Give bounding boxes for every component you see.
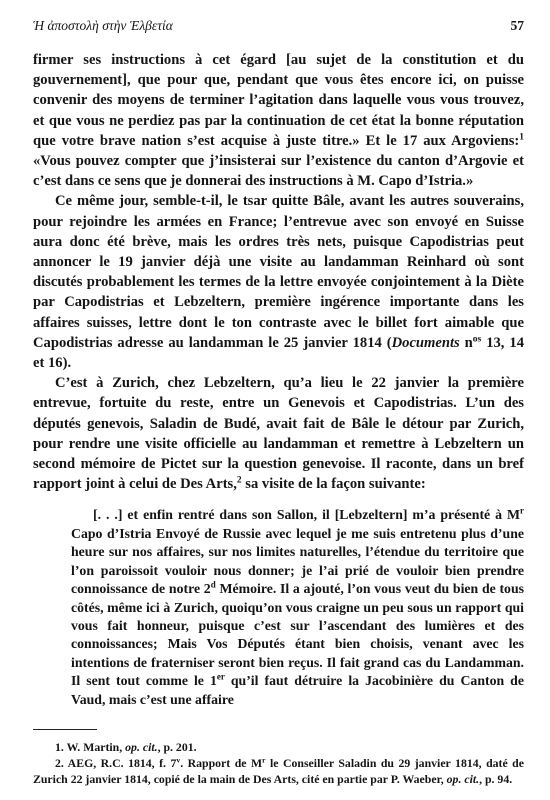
quote-text-c: Mémoire. Il a ajouté, l’on vous veut du bien de tous côtés, même ici à Zurich, quoiqu’on vous craigne un peu sous un rapport qui vous fait honneur, puisque c’est sur l’ascendant des lumières et des connoissances; Mais Vos Députés étant bien choisis, venant avec les intentions de fraterniser seront bien reçus. Il fait grand cas du Landamman. Il sent tout comme le 1 xyxy=(71,581,525,689)
footnote-ref-2[interactable]: 2 xyxy=(236,475,242,486)
superscript-os: os xyxy=(472,334,482,345)
paragraph-2-text-a: Ce même jour, semble-t-il, le tsar quitte Bâle, avant les autres souverains, pour rejoindre les armées en France; l’entrevue avec son envoyé en Suisse aura donc été brève, mais les ordres très nets, puisque Capodistrias peut annoncer le 19 janvier déjà une visite au landamman Reinhard où sont discutés probablement les termes de la lettre envoyée conjointement à la Diète par Capodistrias et Lebzeltern, première ingérence importante dans les affaires suisses, lettre dont le ton contraste avec le billet fort aimable que Capodistrias adresse au landamman le 25 janvier 1814 ( xyxy=(33,193,524,351)
quote-text-b: Capo d’Istria Envoyé de Russie avec lequel je me suis entretenu plus d’une heure sur nos affaires, sur nos limites naturelles, l’étendue du territoire que l’on paroissoit vouloir nous donner; je l’ai prié de vouloir bien prendre connoissance de notre 2 xyxy=(71,525,524,597)
footnote-1 xyxy=(33,740,524,756)
footnotes xyxy=(33,740,524,787)
page-number: 57 xyxy=(510,18,524,33)
quote-text-a: [. . .] et enfin rentré dans son Sallon, il [Lebzeltern] m’a présenté à M xyxy=(93,507,521,523)
footnote-2 xyxy=(33,756,524,788)
footnote-2-op-cit: op. cit. xyxy=(446,771,480,786)
superscript-er: er xyxy=(216,671,225,682)
superscript-d: d xyxy=(210,579,216,590)
footnote-1-op-cit: op. cit. xyxy=(125,739,158,754)
footnote-divider xyxy=(33,729,97,730)
paragraph-2-text-b: n xyxy=(459,334,473,351)
footnote-2-text-a: 2. AEG, R.C. 1814, f. 7 xyxy=(55,755,177,770)
footnote-1-text-a: 1. W. Martin, xyxy=(55,739,126,754)
superscript-r: r xyxy=(520,506,524,517)
paragraph-1 xyxy=(33,50,524,191)
superscript-r-note: r xyxy=(262,755,266,765)
block-quote xyxy=(71,506,524,708)
paragraph-1-text-a: firmer ses instructions à cet égard [au sujet de la constitution et du gouvernement], que pour que, pendant que vous êtes encore ici, on puisse convenir des moyens de terminer l’agitation dans laquelle vous vous trouvez, et que vous ne perdiez pas par la continuation de cet état la bonne réputation que votre brave nation s’est acquise à juste titre.» Et le 17 aux Argoviens: xyxy=(33,52,524,149)
footnote-1-text-b: , p. 201. xyxy=(157,739,197,754)
paragraph-2 xyxy=(33,191,524,373)
paragraph-3-text-b: sa visite de la façon suivante: xyxy=(241,476,426,493)
footnote-2-text-c: le Conseiller Saladin du 29 janvier 1814, daté de Zurich 22 janvier 1814, copié de la main de Des Arts, cité en partie par P. Waeber, xyxy=(33,755,524,786)
superscript-v: v xyxy=(176,755,181,765)
main-text xyxy=(33,50,524,494)
book-page xyxy=(33,18,524,787)
running-title: Ἡ ἀποστολὴ στὴν Ἑλβετία xyxy=(33,18,173,33)
documents-ref: Documents xyxy=(391,334,460,351)
paragraph-3 xyxy=(33,373,524,494)
footnote-ref-1[interactable]: 1 xyxy=(519,132,524,143)
paragraph-3-text-a: C’est à Zurich, chez Lebzeltern, qu’a lieu le 22 janvier la première entrevue, fortuite du reste, entre un Genevois et Capodistrias. L’un des députés genevois, Saladin de Budé, avait fait de Bâle le détour par Zurich, pour rendre une visite officielle au landamman et remettre à Lebzeltern un second mémoire de Pictet sur la question genevoise. Il raconte, dans un bref rapport joint à celui de Des Arts, xyxy=(33,375,524,493)
running-header xyxy=(33,18,524,38)
paragraph-1-text-b: «Vous pouvez compter que j’insisterai sur l’existence du canton d’Argovie et c’est dans ce sens que je donnerai des instructions à M. Capo d’Istria.» xyxy=(33,153,524,190)
footnote-2-text-b: . Rapport de M xyxy=(180,755,263,770)
paragraph-2-text-c: 13, 14 et 16). xyxy=(33,334,524,372)
footnote-2-text-d: , p. 94. xyxy=(479,771,513,786)
quote-text-d: qu’il faut détruire la Jacobinière du Canton de Vaud, mais c’est une affaire xyxy=(71,673,524,707)
